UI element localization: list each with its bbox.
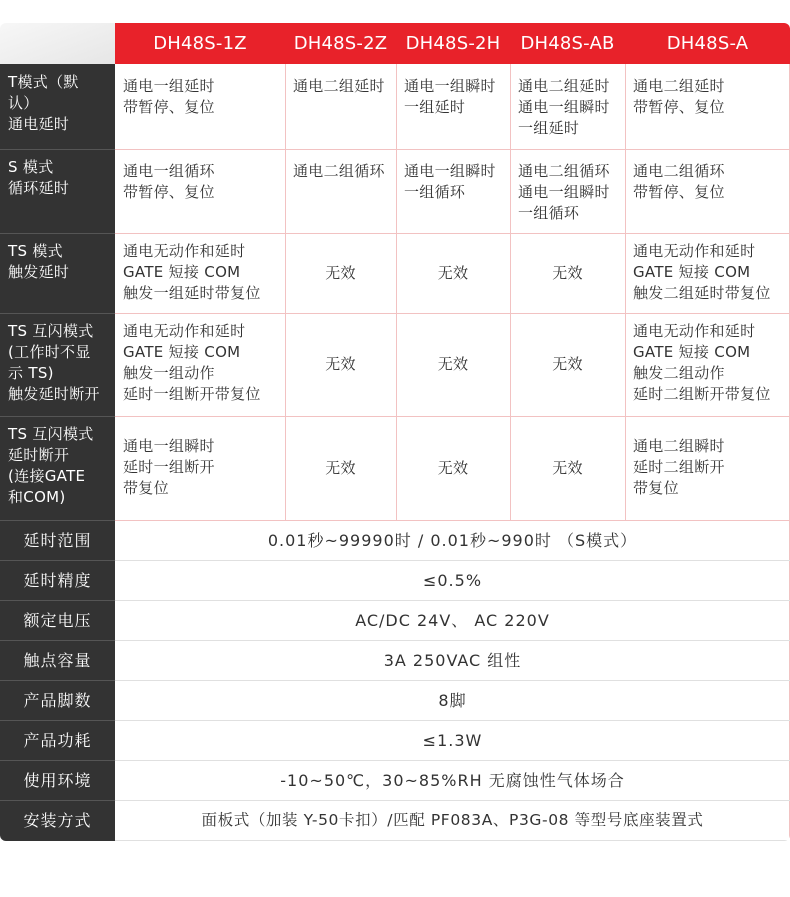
spec-label: 产品脚数: [0, 680, 115, 720]
table-cell: 通电无动作和延时 GATE 短接 COM 触发一组动作 延时一组断开带复位: [123, 322, 261, 403]
label-divider: [0, 680, 115, 681]
spec-value: ≤1.3W: [422, 730, 483, 750]
table-cell: 无效: [325, 458, 356, 477]
table-cell: 无效: [552, 355, 583, 373]
spec-value: 3A 250VAC 组性: [383, 650, 522, 670]
table-cell: 通电二组循环 通电一组瞬时 一组循环: [518, 162, 610, 222]
table-cell: 通电无动作和延时 GATE 短接 COM 触发二组延时带复位: [633, 242, 771, 302]
row-label: TS 互闪模式 延时断开 (连接GATE 和COM): [0, 416, 115, 520]
grid-line: [115, 560, 790, 561]
grid-line: [396, 64, 397, 520]
label-divider: [0, 800, 115, 801]
row-label: S 模式 循环延时: [0, 149, 115, 233]
table-cell: 通电无动作和延时 GATE 短接 COM 触发一组延时带复位: [123, 242, 261, 302]
grid-line: [115, 720, 790, 721]
spec-label: 安装方式: [0, 800, 115, 841]
label-divider: [0, 560, 115, 561]
label-divider: [0, 416, 115, 417]
grid-line: [115, 840, 790, 841]
table-cell: 通电二组延时 带暂停、复位: [633, 77, 725, 116]
table-cell: 无效: [437, 263, 469, 282]
table-cell: 通电无动作和延时 GATE 短接 COM 触发二组动作 延时二组断开带复位: [633, 322, 771, 403]
grid-line: [115, 760, 790, 761]
column-header: DH48S-1Z: [115, 23, 285, 64]
grid-line: [115, 520, 790, 521]
column-header: DH48S-2Z: [285, 23, 396, 64]
table-cell: 通电二组循环: [293, 162, 385, 180]
grid-line: [115, 149, 790, 150]
table-cell: 通电一组循环 带暂停、复位: [123, 162, 215, 201]
label-divider: [0, 313, 115, 314]
spec-label: 使用环境: [0, 760, 115, 800]
table-cell: 通电二组瞬时 延时二组断开 带复位: [633, 437, 725, 497]
grid-line: [115, 600, 790, 601]
grid-line: [115, 416, 790, 417]
spec-value: -10~50℃，30~85%RH 无腐蚀性气体场合: [280, 770, 625, 790]
grid-line: [115, 233, 790, 234]
spec-value: ≤0.5%: [422, 570, 483, 590]
corner-cell: [0, 23, 115, 64]
label-divider: [0, 520, 115, 521]
spec-value: AC/DC 24V、 AC 220V: [355, 610, 550, 630]
grid-line: [625, 64, 626, 520]
spec-value: 0.01秒~99990时 / 0.01秒~990时 （S模式）: [267, 530, 638, 550]
table-cell: 无效: [437, 458, 469, 477]
row-label: TS 模式 触发延时: [0, 233, 115, 313]
label-divider: [0, 233, 115, 234]
grid-line: [115, 313, 790, 314]
table-cell: 无效: [437, 355, 469, 373]
spec-label: 延时范围: [0, 520, 115, 560]
column-header: DH48S-2H: [396, 23, 510, 64]
label-divider: [0, 640, 115, 641]
spec-table: [0, 23, 790, 841]
table-cell: 通电一组瞬时 延时一组断开 带复位: [123, 437, 215, 497]
spec-label: 额定电压: [0, 600, 115, 640]
table-cell: 通电一组延时 带暂停、复位: [123, 77, 215, 116]
table-cell: 无效: [552, 458, 583, 477]
grid-line: [510, 64, 511, 520]
label-divider: [0, 600, 115, 601]
table-cell: 无效: [552, 263, 583, 282]
spec-value: 面板式（加装 Y-50卡扣）/匹配 PF083A、P3G-08 等型号底座装置式: [201, 811, 704, 829]
column-header: DH48S-AB: [510, 23, 625, 64]
table-cell: 无效: [325, 263, 356, 282]
spec-label: 产品功耗: [0, 720, 115, 760]
table-cell: 通电二组延时 通电一组瞬时 一组延时: [518, 77, 610, 137]
table-cell: 通电二组循环 带暂停、复位: [633, 162, 725, 201]
spec-label: 触点容量: [0, 640, 115, 680]
grid-line: [115, 800, 790, 801]
spec-label: 延时精度: [0, 560, 115, 600]
row-label: T模式（默认） 通电延时: [0, 64, 115, 149]
label-divider: [0, 760, 115, 761]
grid-line: [285, 64, 286, 520]
column-header: DH48S-A: [625, 23, 790, 64]
label-divider: [0, 720, 115, 721]
grid-line: [115, 640, 790, 641]
spec-value: 8脚: [438, 690, 467, 710]
table-cell: 通电二组延时: [293, 77, 385, 95]
grid-line: [115, 680, 790, 681]
table-cell: 无效: [325, 355, 356, 373]
table-cell: 通电一组瞬时 一组循环: [404, 162, 496, 201]
table-cell: 通电一组瞬时 一组延时: [404, 77, 496, 116]
label-divider: [0, 149, 115, 150]
row-label: TS 互闪模式 (工作时不显 示 TS) 触发延时断开: [0, 313, 115, 416]
